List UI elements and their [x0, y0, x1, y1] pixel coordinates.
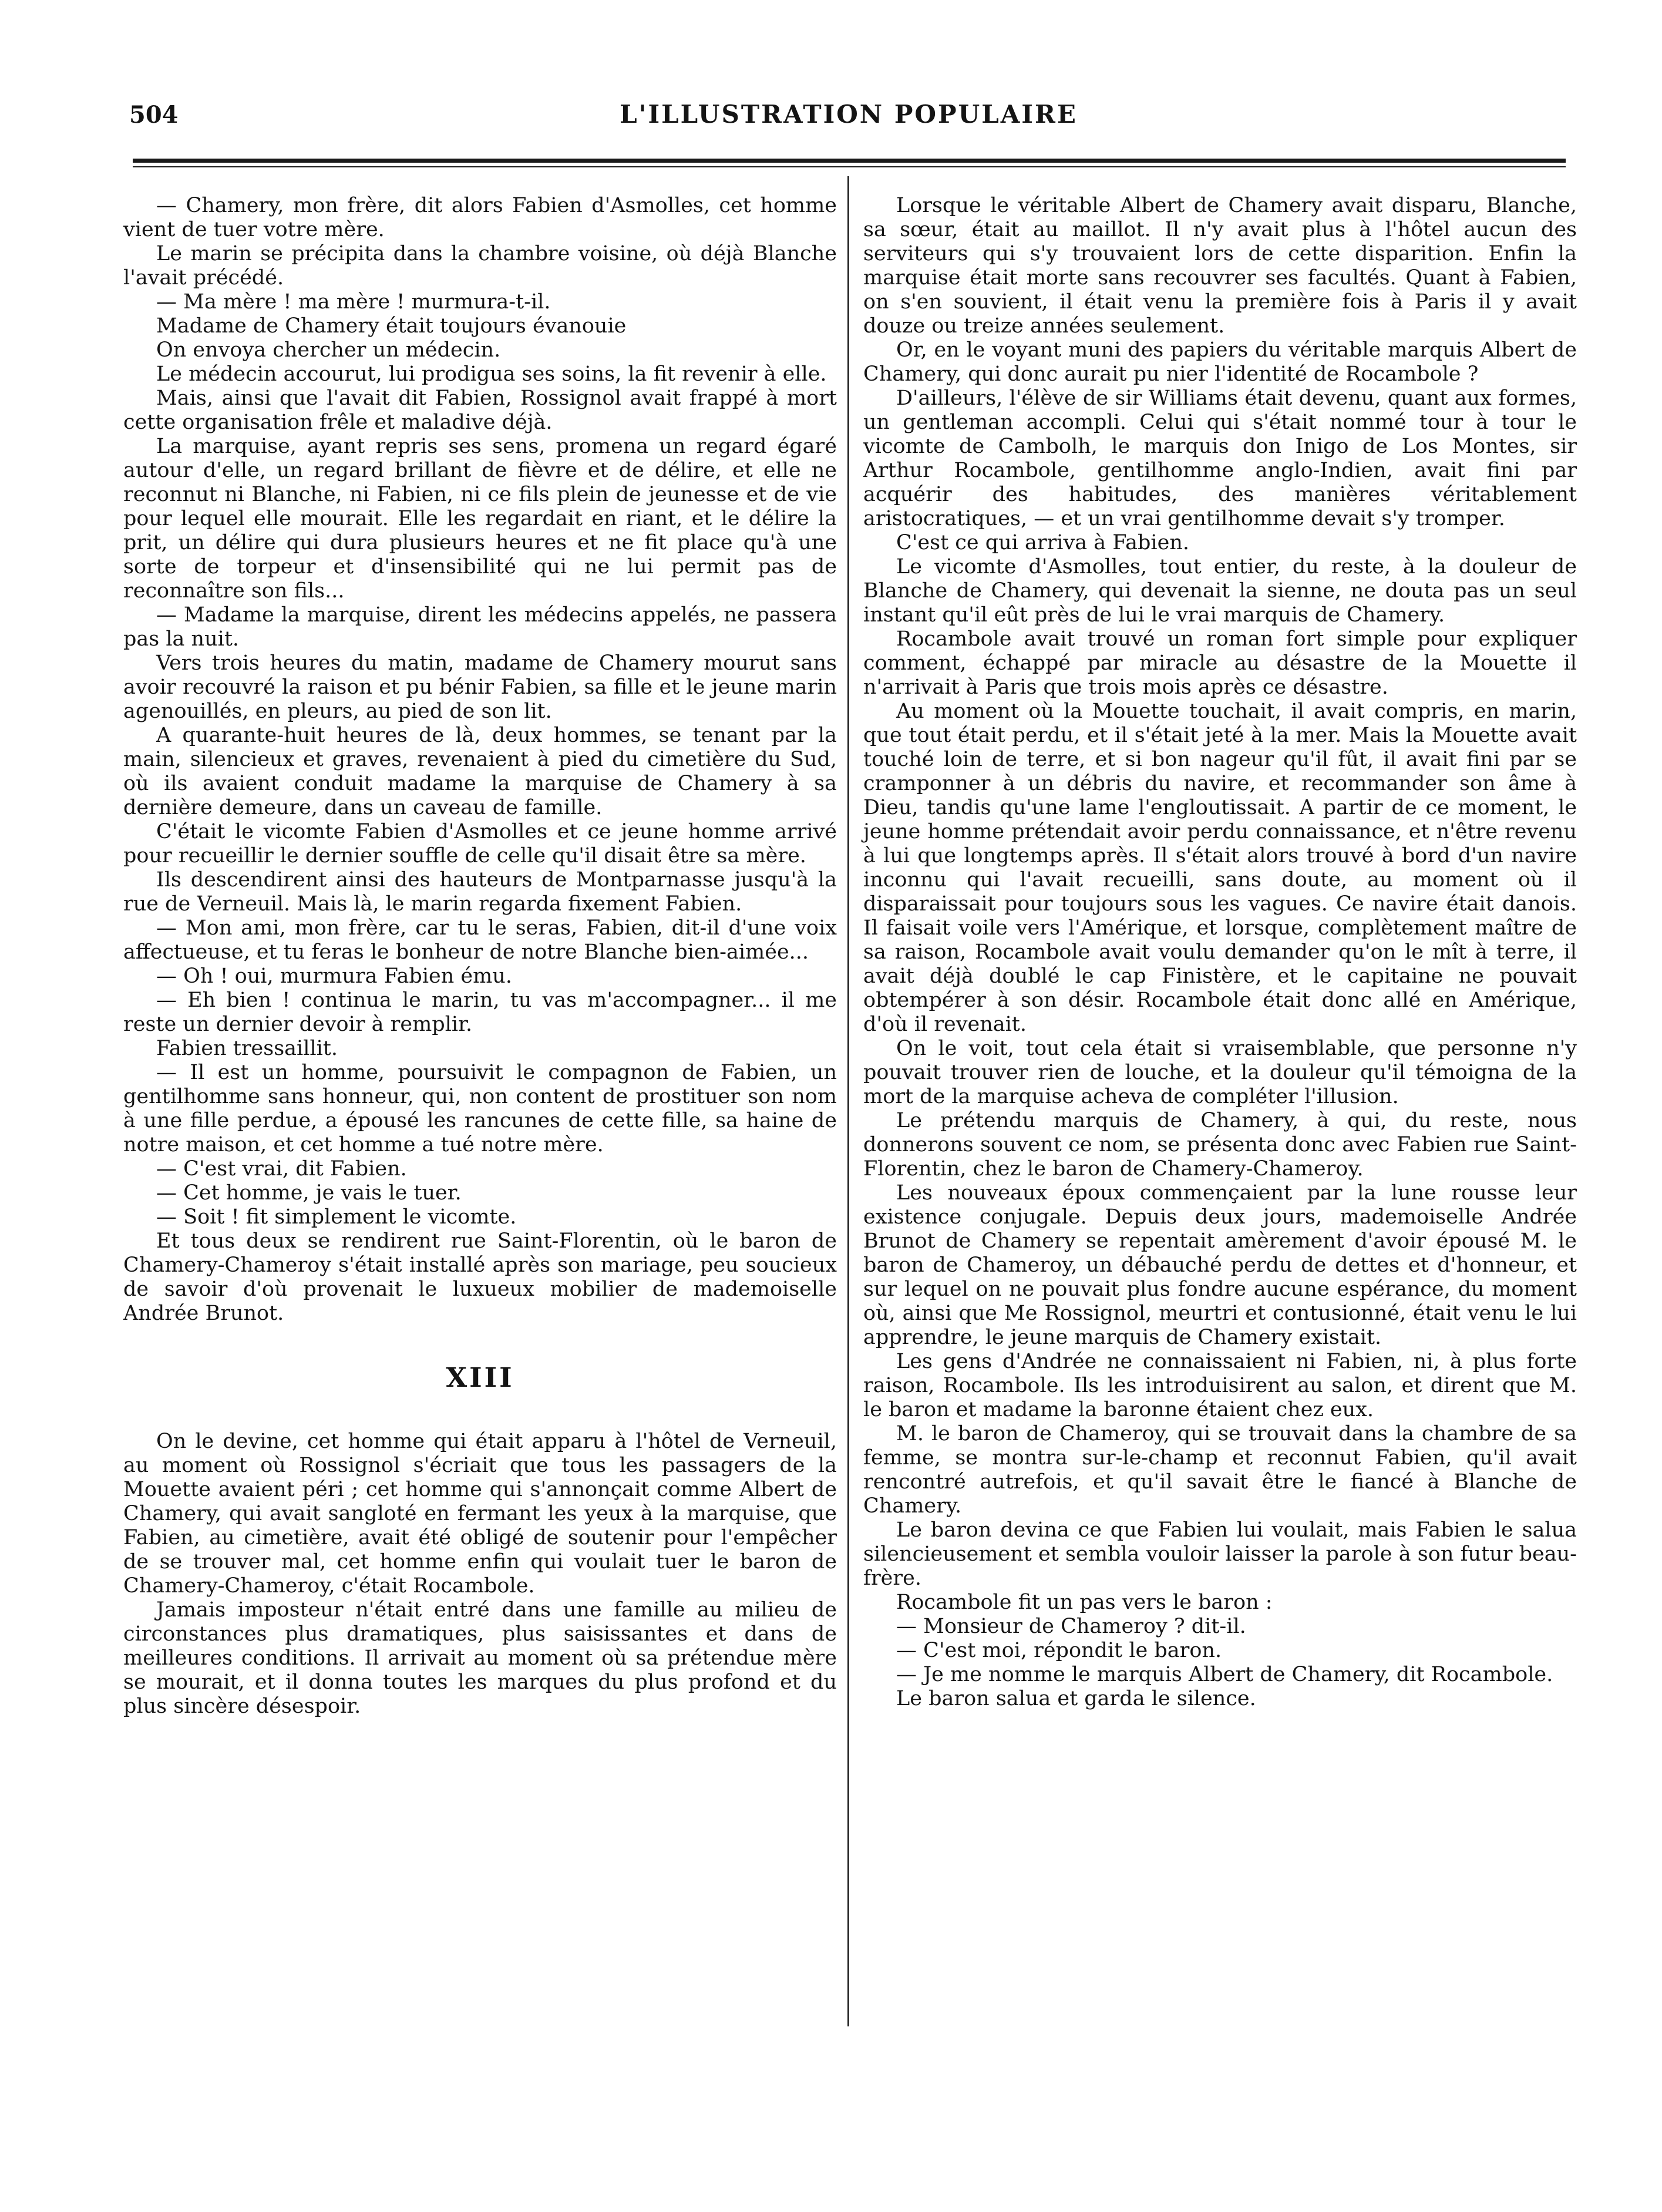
- right-column: [863, 194, 1577, 1711]
- paragraph: Le marin se précipita dans la chambre voisine, où déjà Blanche l'avait précédé.: [123, 242, 837, 290]
- paragraph: C'est ce qui arriva à Fabien.: [896, 531, 1190, 554]
- paragraph: Le baron devina ce que Fabien lui voulait, mais Fabien le salua silencieusement et sembla vouloir laisser la parole à son futur beau-frère.: [863, 1518, 1577, 1590]
- paragraph: Lorsque le véritable Albert de Chamery avait disparu, Blanche, sa sœur, était au maillot. Il n'y avait plus à l'hôtel aucun des serviteurs qui s'y trouvaient lors de cette disparition. Enfin la marquise était morte sans recouvrer ses facultés. Quant à Fabien, on s'en souvient, il était venu la première fois à Paris il y avait douze ou treize années seulement.: [863, 194, 1577, 338]
- paragraph: Les nouveaux époux commençaient par la lune rousse leur existence conjugale. Depuis deux jours, mademoiselle Andrée Brunot de Chamery se repentait amèrement d'avoir épousé M. le baron de Chameroy, un débauché perdu de dettes et d'honneur, et sur lequel on ne pouvait plus fondre aucune espérance, du moment où, ainsi que Me Rossignol, meurtri et contusionné, était venu le lui apprendre, le jeune marquis de Chamery existait.: [863, 1181, 1577, 1349]
- paragraph: — Ma mère ! ma mère ! murmura-t-il.: [156, 290, 551, 314]
- page-number: 504: [129, 101, 179, 129]
- paragraph: Le vicomte d'Asmolles, tout entier, du reste, à la douleur de Blanche de Chamery, qui devenait la sienne, ne douta pas un seul instant qu'il eût près de lui le vrai marquis de Chamery.: [863, 555, 1577, 627]
- paragraph: On le voit, tout cela était si vraisemblable, que personne n'y pouvait trouver rien de louche, et la douleur qu'il témoigna de la mort de la marquise acheva de compléter l'illusion.: [863, 1037, 1577, 1108]
- paragraph: — Soit ! fit simplement le vicomte.: [156, 1205, 517, 1229]
- paragraph: On le devine, cet homme qui était apparu à l'hôtel de Verneuil, au moment où Rossignol s'écriait que tous les passagers de la Mouette avaient péri ; cet homme qui s'annonçait comme Albert de Chamery, qui avait sangloté en fermant les yeux à la marquise, que Fabien, au cimetière, avait été obligé de soutenir pour l'empêcher de se trouver mal, cet homme enfin qui voulait tuer le baron de Chamery-Chameroy, c'était Rocambole.: [123, 1430, 837, 1598]
- paragraph: — Madame la marquise, dirent les médecins appelés, ne passera pas la nuit.: [123, 603, 837, 651]
- paragraph: — Eh bien ! continua le marin, tu vas m'accompagner... il me reste un dernier devoir à remplir.: [123, 989, 837, 1036]
- paragraph: Jamais imposteur n'était entré dans une famille au milieu de circonstances plus dramatiques, plus saisissantes et dans de meilleures conditions. Il arrivait au moment où sa prétendue mère se mourait, et il donna toutes les marques du plus profond et du plus sincère désespoir.: [123, 1598, 837, 1718]
- paragraph: Rocambole avait trouvé un roman fort simple pour expliquer comment, échappé par miracle au désastre de la Mouette il n'arrivait à Paris que trois mois après ce désastre.: [863, 627, 1577, 699]
- column-divider: [847, 176, 849, 2026]
- paragraph: Et tous deux se rendirent rue Saint-Florentin, où le baron de Chamery-Chameroy s'était installé après son mariage, peu soucieux de savoir d'où provenait le luxueux mobilier de mademoiselle Andrée Brunot.: [123, 1229, 837, 1325]
- paragraph: M. le baron de Chameroy, qui se trouvait dans la chambre de sa femme, se montra sur-le-champ et reconnut Fabien, qu'il avait rencontré autrefois, et qu'il savait être le fiancé à Blanche de Chamery.: [863, 1422, 1577, 1518]
- paragraph: — Je me nomme le marquis Albert de Chamery, dit Rocambole.: [896, 1663, 1553, 1686]
- paragraph: On envoya chercher un médecin.: [156, 338, 501, 362]
- left-column: [123, 194, 837, 1719]
- paragraph: Madame de Chamery était toujours évanouie: [156, 314, 627, 338]
- paragraph: Le prétendu marquis de Chamery, à qui, du reste, nous donnerons souvent ce nom, se présenta donc avec Fabien rue Saint-Florentin, chez le baron de Chamery-Chameroy.: [863, 1109, 1577, 1181]
- paragraph: Mais, ainsi que l'avait dit Fabien, Rossignol avait frappé à mort cette organisation frêle et maladive déjà.: [123, 386, 837, 434]
- paragraph: Les gens d'Andrée ne connaissaient ni Fabien, ni, à plus forte raison, Rocambole. Ils les introduisirent au salon, et dirent que M. le baron et madame la baronne étaient chez eux.: [863, 1350, 1577, 1421]
- paragraph: C'était le vicomte Fabien d'Asmolles et ce jeune homme arrivé pour recueillir le dernier souffle de celle qu'il disait être sa mère.: [123, 820, 837, 868]
- paragraph: Le baron salua et garda le silence.: [896, 1687, 1256, 1710]
- paragraph: — Monsieur de Chameroy ? dit-il.: [896, 1615, 1246, 1638]
- running-title: L'ILLUSTRATION POPULAIRE: [620, 100, 1078, 129]
- paragraph: Rocambole fit un pas vers le baron :: [896, 1591, 1273, 1614]
- chapter-heading: XIII: [446, 1362, 514, 1393]
- paragraph: — Chamery, mon frère, dit alors Fabien d'Asmolles, cet homme vient de tuer votre mère.: [123, 194, 837, 241]
- paragraph: A quarante-huit heures de là, deux hommes, se tenant par la main, silencieux et graves, revenaient à pied du cimetière du Sud, où ils avaient conduit madame la marquise de Chamery à sa dernière demeure, dans un caveau de famille.: [123, 724, 837, 819]
- header-rule: [133, 159, 1566, 163]
- paragraph: Fabien tressaillit.: [156, 1037, 338, 1060]
- paragraph: Ils descendirent ainsi des hauteurs de Montparnasse jusqu'à la rue de Verneuil. Mais là, le marin regarda fixement Fabien.: [123, 868, 837, 916]
- paragraph: D'ailleurs, l'élève de sir Williams était devenu, quant aux formes, un gentleman accompli. Celui qui s'était nommé tour à tour le vicomte de Cambolh, le marquis don Inigo de Los Montes, sir Arthur Rocambole, gentilhomme anglo-Indien, avait fini par acquérir des habitudes, des manières véritablement aristocratiques, — et un vrai gentilhomme devait s'y tromper.: [863, 386, 1577, 530]
- header-rule-thin: [133, 166, 1566, 167]
- paragraph: La marquise, ayant repris ses sens, promena un regard égaré autour d'elle, un regard brillant de fièvre et de délire, et elle ne reconnut ni Blanche, ni Fabien, ni ce fils plein de jeunesse et de vie pour lequel elle mourait. Elle les regardait en riant, et le délire la prit, un délire qui dura plusieurs heures et ne fit place qu'à une sorte de torpeur et d'insensibilité qui ne lui permit pas de reconnaître son fils...: [123, 435, 837, 603]
- paragraph: Vers trois heures du matin, madame de Chamery mourut sans avoir recouvré la raison et pu bénir Fabien, sa fille et le jeune marin agenouillés, en pleurs, au pied de son lit.: [123, 651, 837, 723]
- paragraph: — Cet homme, je vais le tuer.: [156, 1181, 462, 1205]
- page-header: [129, 94, 1568, 141]
- paragraph: Le médecin accourut, lui prodigua ses soins, la fit revenir à elle.: [156, 362, 827, 386]
- paragraph: — C'est moi, répondit le baron.: [896, 1639, 1222, 1662]
- paragraph: Or, en le voyant muni des papiers du véritable marquis Albert de Chamery, qui donc aurait pu nier l'identité de Rocambole ?: [863, 338, 1577, 386]
- paragraph: — Mon ami, mon frère, car tu le seras, Fabien, dit-il d'une voix affectueuse, et tu feras le bonheur de notre Blanche bien-aimée...: [123, 916, 837, 964]
- paragraph: — C'est vrai, dit Fabien.: [156, 1157, 407, 1181]
- paragraph: — Il est un homme, poursuivit le compagnon de Fabien, un gentilhomme sans honneur, qui, non content de prostituer son nom à une fille perdue, a épousé les rancunes de cette fille, sa haine de notre maison, et cet homme a tué notre mère.: [123, 1061, 837, 1157]
- paragraph: — Oh ! oui, murmura Fabien ému.: [156, 964, 512, 988]
- paragraph: Au moment où la Mouette touchait, il avait compris, en marin, que tout était perdu, et il s'était jeté à la mer. Mais la Mouette avait touché loin de terre, et si bon nageur qu'il fût, il avait fini par se cramponner à un débris du navire, et recommander son âme à Dieu, tandis qu'une lame l'engloutissait. A partir de ce moment, le jeune homme prétendait avoir perdu connaissance, et n'être revenu à lui que longtemps après. Il s'était alors trouvé à bord d'un navire inconnu qui l'avait recueilli, sans doute, au moment où il disparaissait pour toujours sous les vagues. Ce navire était danois. Il faisait voile vers l'Amérique, et lorsque, complètement maître de sa raison, Rocambole avait voulu demander qu'on le mît à terre, il avait déjà doublé le cap Finistère, et le capitaine ne pouvait obtempérer à son désir. Rocambole était donc allé en Amérique, d'où il revenait.: [863, 700, 1577, 1036]
